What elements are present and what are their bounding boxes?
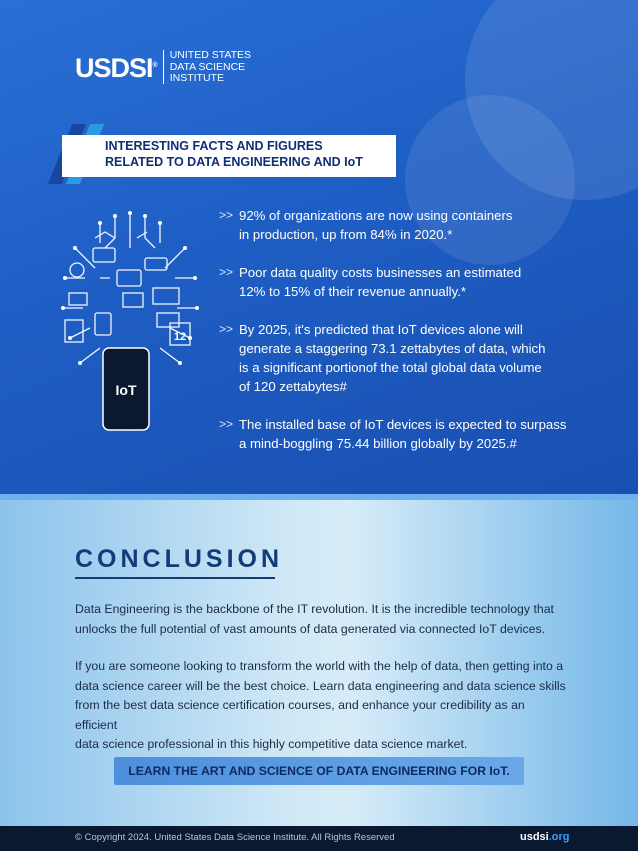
calendar-icon: 12 xyxy=(173,331,187,343)
double-chevron-icon: >> xyxy=(219,265,234,279)
double-chevron-icon: >> xyxy=(219,322,234,336)
site-link[interactable]: usdsi.org xyxy=(520,831,570,843)
list-item: >> By 2025, it's predicted that IoT devices alone will generate a staggering 73.1 zettabytes of data, which is a significant portionof the total global data volume of 120 zettabytes# xyxy=(219,322,546,394)
cta-button[interactable]: LEARN THE ART AND SCIENCE OF DATA ENGINEERING FOR IoT. xyxy=(114,757,524,785)
title-underline xyxy=(75,577,275,579)
double-chevron-icon: >> xyxy=(219,208,234,222)
conclusion-paragraph: Data Engineering is the backbone of the IT revolution. It is the incredible technology that unlocks the full potential of vast amounts of data generated via connected IoT devices. xyxy=(75,602,554,636)
logo-mark: USDSI® xyxy=(75,50,164,84)
iot-circuit-illustration xyxy=(55,208,205,433)
list-item: >> Poor data quality costs businesses an estimated 12% to 15% of their revenue annually.* xyxy=(219,265,522,299)
facts-list xyxy=(219,206,579,472)
conclusion-title: CONCLUSION xyxy=(75,545,284,573)
iot-phone-label: IoT xyxy=(115,382,137,398)
double-chevron-icon: >> xyxy=(219,417,234,431)
section-heading: INTERESTING FACTS AND FIGURES RELATED TO DATA ENGINEERING AND IoT xyxy=(105,139,363,169)
usdsi-logo[interactable] xyxy=(75,50,251,85)
logo-text: UNITED STATES DATA SCIENCE INSTITUTE xyxy=(169,49,251,84)
conclusion-paragraph: If you are someone looking to transform the world with the help of data, then getting into a data science career will be the best choice. Learn data engineering and data science skills from the best data science certification courses, and enhance your credibility as an efficient data science professional in this highly competitive data science market. xyxy=(75,659,566,751)
copyright-text: © Copyright 2024. United States Data Science Institute. All Rights Reserved xyxy=(75,832,395,843)
list-item: >> The installed base of IoT devices is expected to surpass a mind-boggling 75.44 billion globally by 2025.# xyxy=(219,417,567,451)
list-item: >> 92% of organizations are now using containers in production, up from 84% in 2020.* xyxy=(219,208,513,242)
